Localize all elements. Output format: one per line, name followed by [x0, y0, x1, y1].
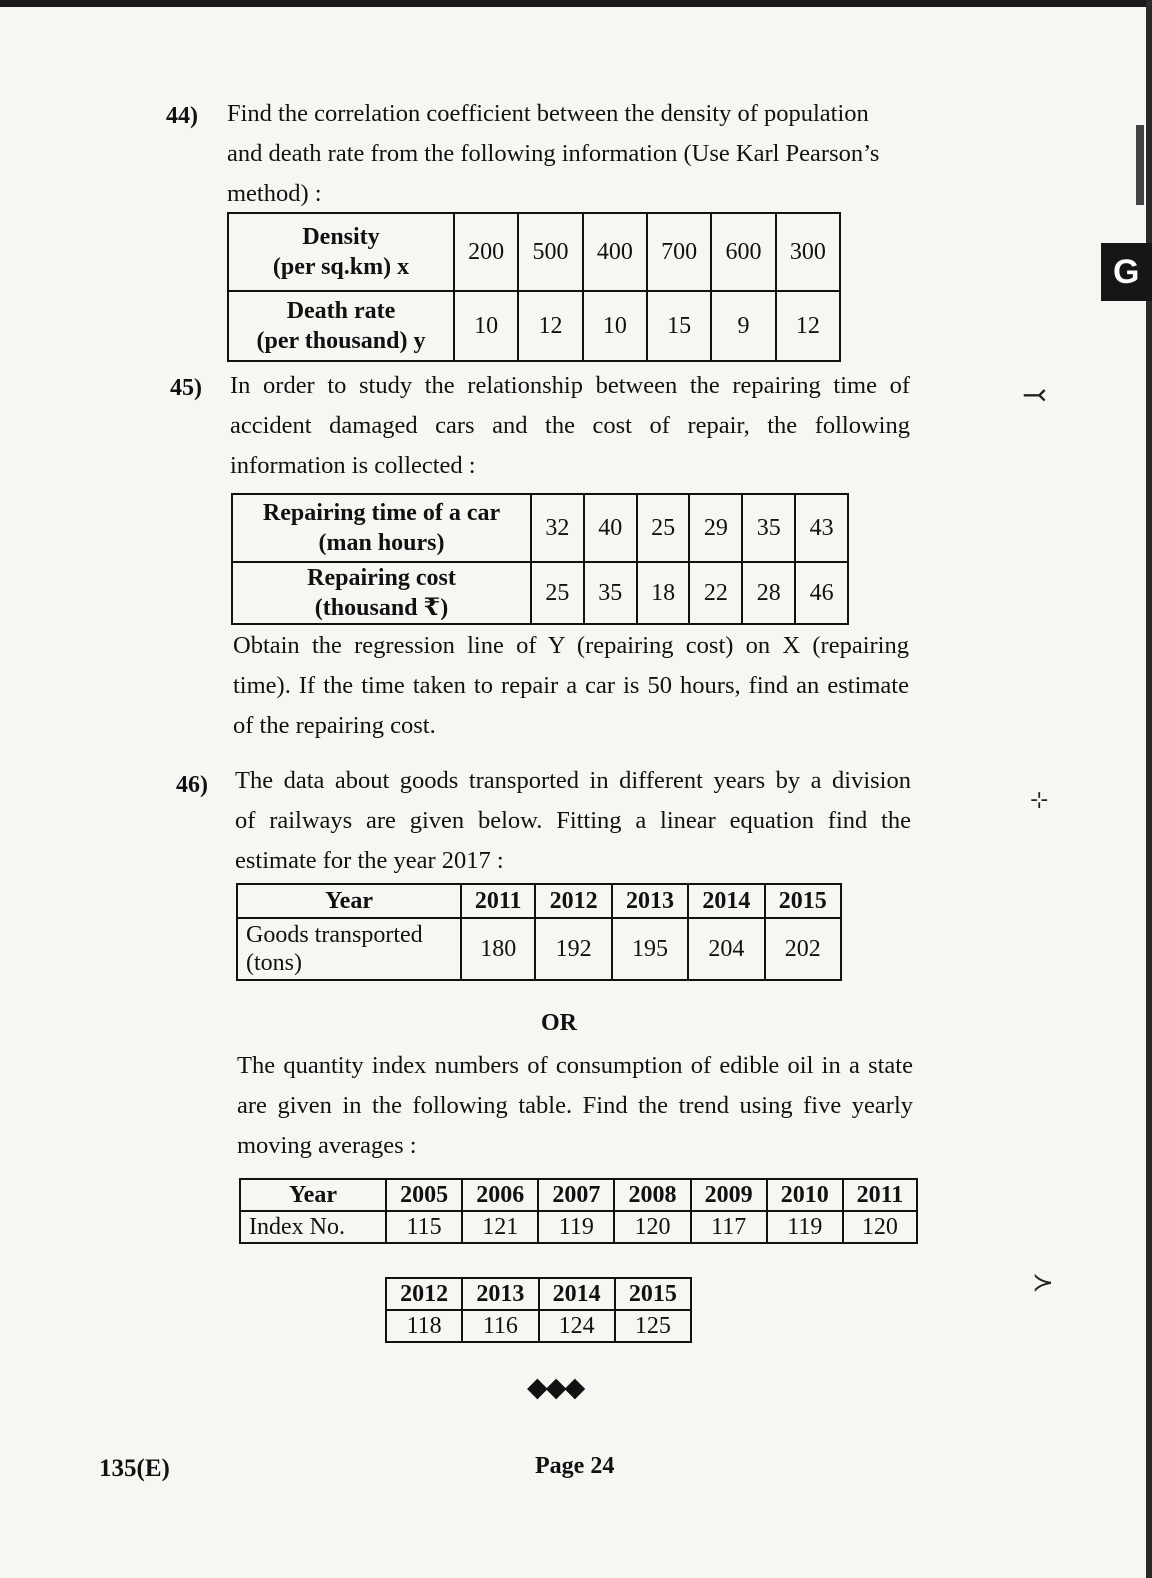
section-tab: G — [1101, 243, 1152, 301]
q44-deathrate-label: Death rate (per thousand) y — [228, 291, 454, 361]
table-cell: 18 — [637, 562, 690, 624]
table-header-cell: 2015 — [615, 1278, 691, 1310]
table-cell: 40 — [584, 494, 637, 562]
table-cell: 25 — [531, 562, 584, 624]
table-cell: 120 — [614, 1211, 690, 1243]
q45-line-1: In order to study the relationship between the repairing time of — [230, 372, 910, 399]
q45-after-line-1: Obtain the regression line of Y (repairing cost) on X (repairing — [233, 632, 909, 659]
q46-goods-row — [237, 918, 841, 980]
q45-time-label: Repairing time of a car (man hours) — [232, 494, 531, 562]
scan-right-edge — [1146, 0, 1152, 1578]
table-header-cell: 2013 — [612, 884, 688, 918]
table-header-cell: 2010 — [767, 1179, 843, 1211]
table-cell: 192 — [535, 918, 611, 980]
index-row-label: Index No. — [240, 1211, 386, 1243]
index-year-label: Year — [240, 1179, 386, 1211]
table-cell: 117 — [691, 1211, 767, 1243]
table-header-cell: 2012 — [386, 1278, 462, 1310]
q45-line-3: information is collected : — [230, 452, 476, 479]
scan-artifact: ⤙ — [1022, 379, 1048, 412]
q46-text — [235, 761, 911, 881]
q46-year-row — [237, 884, 841, 918]
q44-line-1: Find the correlation coefficient between the density of population — [227, 100, 869, 127]
index-value-row-2 — [386, 1310, 691, 1342]
q44-line-2: and death rate from the following information (Use Karl Pearson’s — [227, 140, 880, 167]
table-cell: 118 — [386, 1310, 462, 1342]
table-header-cell: 2013 — [462, 1278, 538, 1310]
table-cell: 22 — [689, 562, 742, 624]
table-cell: 202 — [765, 918, 841, 980]
table-header-cell: 2012 — [535, 884, 611, 918]
or-separator: OR — [541, 1010, 577, 1036]
table-cell: 119 — [767, 1211, 843, 1243]
table-cell: 400 — [583, 213, 647, 291]
table-cell: 119 — [538, 1211, 614, 1243]
table-cell: 25 — [637, 494, 690, 562]
paper-code: 135(E) — [99, 1455, 170, 1482]
q45-cost-label: Repairing cost (thousand ₹) — [232, 562, 531, 624]
q46-table — [236, 883, 842, 981]
table-cell: 121 — [462, 1211, 538, 1243]
table-header-cell: 2006 — [462, 1179, 538, 1211]
scan-artifact: ≻ — [1032, 1268, 1054, 1297]
scan-artifact: ⊹ — [1030, 787, 1049, 812]
table-cell: 500 — [518, 213, 582, 291]
table-header-cell: 2014 — [539, 1278, 615, 1310]
table-cell: 300 — [776, 213, 840, 291]
q45-table — [231, 493, 849, 625]
table-cell: 180 — [461, 918, 535, 980]
q46-year-label: Year — [237, 884, 461, 918]
table-cell: 35 — [742, 494, 795, 562]
table-cell: 600 — [711, 213, 775, 291]
q46-index-table-continued — [385, 1277, 692, 1343]
q44-line-3: method) : — [227, 180, 322, 207]
q46-number: 46) — [176, 772, 208, 798]
index-value-row — [240, 1211, 917, 1243]
table-header-cell: 2008 — [614, 1179, 690, 1211]
table-cell: 204 — [688, 918, 764, 980]
q46-line-3: estimate for the year 2017 : — [235, 847, 504, 874]
q45-after-line-3: of the repairing cost. — [233, 712, 436, 739]
table-cell: 46 — [795, 562, 848, 624]
table-cell: 9 — [711, 291, 775, 361]
table-header-cell: 2011 — [461, 884, 535, 918]
scan-top-edge — [0, 0, 1152, 7]
table-cell: 120 — [843, 1211, 917, 1243]
table-cell: 28 — [742, 562, 795, 624]
table-cell: 12 — [776, 291, 840, 361]
q46-alt-line-1: The quantity index numbers of consumption of edible oil in a state — [237, 1052, 913, 1079]
table-cell: 116 — [462, 1310, 538, 1342]
table-cell: 32 — [531, 494, 584, 562]
table-cell: 12 — [518, 291, 582, 361]
q45-after-line-2: time). If the time taken to repair a car is 50 hours, find an estimate — [233, 672, 909, 699]
table-cell: 10 — [454, 291, 518, 361]
table-header-cell: 2015 — [765, 884, 841, 918]
q44-text — [227, 94, 879, 214]
table-header-cell: 2007 — [538, 1179, 614, 1211]
q45-number: 45) — [170, 375, 202, 401]
table-cell: 115 — [386, 1211, 462, 1243]
index-year-row — [240, 1179, 917, 1211]
page-number: Page 24 — [535, 1453, 615, 1479]
table-cell: 124 — [539, 1310, 615, 1342]
table-cell: 700 — [647, 213, 711, 291]
table-cell: 29 — [689, 494, 742, 562]
q44-number: 44) — [166, 103, 198, 129]
table-cell: 10 — [583, 291, 647, 361]
q44-table — [227, 212, 841, 362]
table-header-cell: 2005 — [386, 1179, 462, 1211]
q44-density-row — [228, 213, 840, 291]
table-header-cell: 2011 — [843, 1179, 917, 1211]
end-of-section-mark: ◆◆◆ — [527, 1372, 584, 1402]
index-year-row-2 — [386, 1278, 691, 1310]
table-header-cell: 2009 — [691, 1179, 767, 1211]
table-cell: 195 — [612, 918, 688, 980]
q46-alt-text — [237, 1046, 913, 1166]
q46-alt-line-2: are given in the following table. Find the trend using five yearly — [237, 1092, 913, 1119]
q46-line-1: The data about goods transported in different years by a division — [235, 767, 911, 794]
table-cell: 125 — [615, 1310, 691, 1342]
table-cell: 35 — [584, 562, 637, 624]
q45-line-2: accident damaged cars and the cost of repair, the following — [230, 412, 910, 439]
q45-after-text — [233, 626, 909, 746]
q46-alt-line-3: moving averages : — [237, 1132, 417, 1159]
q45-time-row — [232, 494, 848, 562]
q45-text — [230, 366, 910, 486]
table-cell: 43 — [795, 494, 848, 562]
table-cell: 15 — [647, 291, 711, 361]
q46-goods-label: Goods transported (tons) — [237, 918, 461, 980]
table-header-cell: 2014 — [688, 884, 764, 918]
table-cell: 200 — [454, 213, 518, 291]
q45-cost-row — [232, 562, 848, 624]
q44-density-label: Density (per sq.km) x — [228, 213, 454, 291]
q44-deathrate-row — [228, 291, 840, 361]
q46-index-table — [239, 1178, 918, 1244]
q46-line-2: of railways are given below. Fitting a linear equation find the — [235, 807, 911, 834]
scan-edge-mark — [1136, 125, 1144, 205]
